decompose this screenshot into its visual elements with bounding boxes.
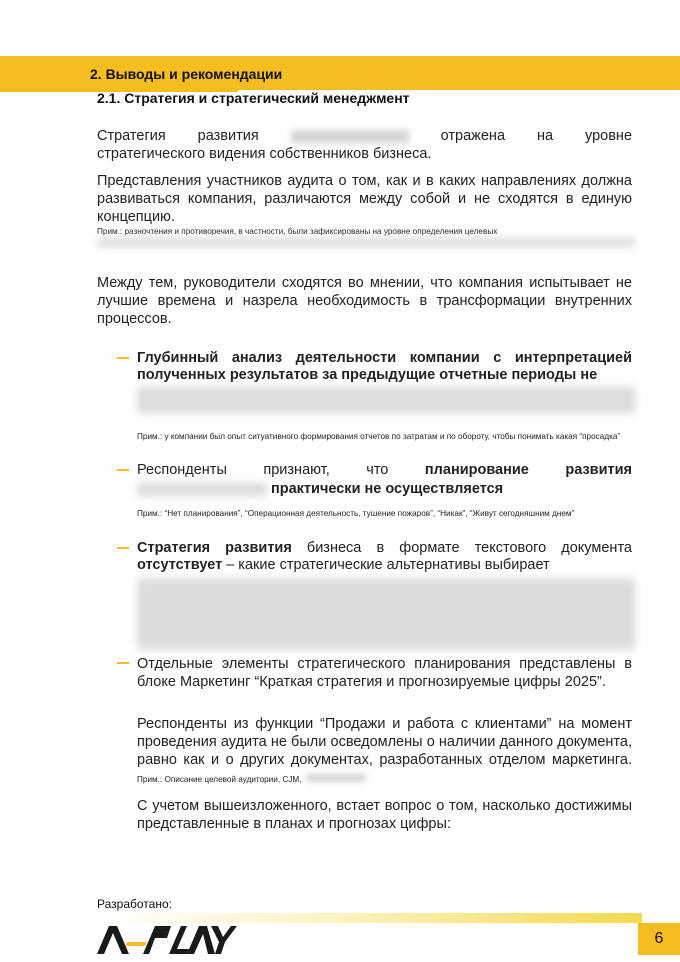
bullet-planning: Респонденты признают, что планирование развития bbox=[137, 462, 632, 478]
bullet-strategy-absent: Стратегия развития бизнеса в формате текстового документа отсутствует – какие стратегические альтернативы выбирает bbox=[137, 540, 632, 573]
bullet-question: С учетом вышеизложенного, встает вопрос о том, насколько достижимы представленные в планах и прогнозах цифры: bbox=[137, 798, 632, 832]
page-number: 6 bbox=[654, 930, 664, 947]
page-number-box bbox=[638, 923, 680, 955]
paragraph-managers: Между тем, руководители сходятся во мнении, что компания испытывает не лучшие времена и назрела необходимость в трансформации внутренних процессов. bbox=[97, 275, 632, 327]
bullet-dash bbox=[117, 469, 129, 471]
redacted-company-name bbox=[137, 483, 267, 496]
bullet-marketing-block: Отдельные элементы стратегического планирования представлены в блоке Маркетинг “Краткая стратегия и прогнозируемые цифры 2025”. bbox=[137, 656, 632, 690]
bullet-dash bbox=[117, 662, 129, 664]
redacted-bullet-text bbox=[137, 578, 635, 650]
paragraph-participants: Представления участников аудита о том, как и в каких направлениях должна развиваться компания, различаются между собой и не сходятся в единую концепцию. bbox=[97, 173, 632, 225]
paragraph-strategy: Стратегия развития отражена на уровне bbox=[97, 128, 633, 144]
redacted-bullet-text bbox=[137, 387, 635, 413]
bullet-dash bbox=[117, 547, 129, 549]
note-reports: Прим.: у компании был опыт ситуативного формирования отчетов по затратам и по обороту, чтобы понимать какая “просадка” bbox=[137, 432, 621, 441]
note-respondent-quotes: Прим.: “Нет планирования”, “Операционная деятельность, тушение пожаров”, “Никак”, “Живут сегодняшним днем” bbox=[137, 509, 575, 518]
developed-by-label: Разработано: bbox=[97, 897, 172, 911]
bullet-deep-analysis: Глубинный анализ деятельности компании с интерпретацией полученных результатов за предыдущие отчетные периоды не bbox=[137, 350, 632, 383]
bullet-dash bbox=[117, 357, 129, 359]
redacted-note-text bbox=[306, 774, 366, 782]
aplay-logo bbox=[97, 924, 237, 954]
subsection-title: 2.1. Стратегия и стратегический менеджмент bbox=[97, 90, 410, 106]
bullet-respondents-sales: Респонденты из функции “Продажи и работа с клиентами” на момент проведения аудита не были осведомлены о наличии данного документа, равно как и о других документах, разработанных отделом маркетинга. Прим.: Описание целевой аудитории, CJM, bbox=[137, 716, 632, 784]
footer-gradient-line bbox=[97, 913, 642, 923]
redacted-company-name bbox=[291, 130, 409, 143]
note-discrepancies: Прим.: разночтения и противоречия, в частности, были зафиксированы на уровне определения целевых bbox=[97, 227, 498, 236]
section-title: 2. Выводы и рекомендации bbox=[90, 66, 283, 82]
bullet-planning-line2: практически не осуществляется bbox=[271, 481, 504, 497]
paragraph-strategy-line2: стратегического видения собственников бизнеса. bbox=[97, 146, 432, 162]
redacted-note-text bbox=[97, 238, 635, 247]
